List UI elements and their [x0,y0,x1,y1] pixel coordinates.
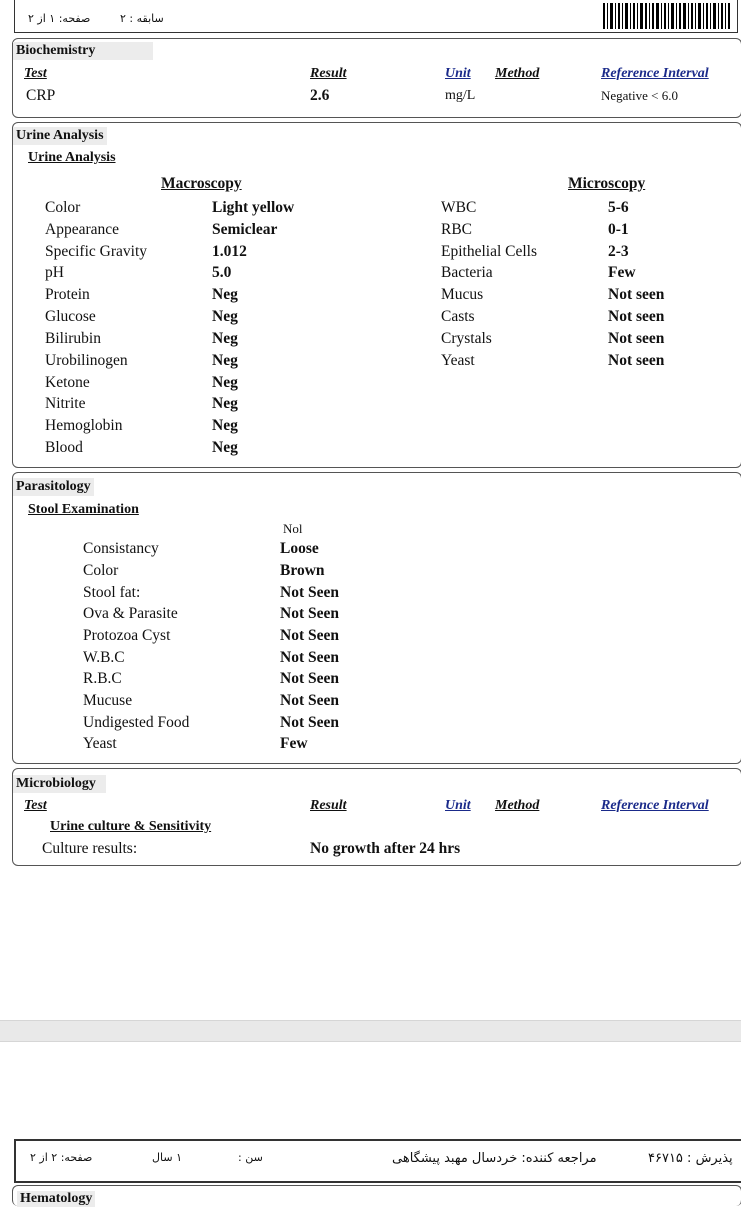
stool-label: R.B.C [83,670,122,687]
stool-value: Loose [280,540,319,557]
macro-label: Nitrite [45,395,86,412]
macro-label: Color [45,199,81,216]
macro-label: Appearance [45,221,120,238]
age-label: سن : [238,1151,263,1164]
micro-label: WBC [441,199,477,216]
macro-value: Neg [212,308,238,325]
micro-value: Few [608,264,636,281]
micro-value: 2-3 [608,243,629,260]
urine-culture-subtitle: Urine culture & Sensitivity [50,819,212,834]
micro-value: Not seen [608,308,665,325]
urine-analysis-subtitle: Urine Analysis [28,150,116,165]
stool-label: Undigested Food [83,714,190,731]
macro-label: Hemoglobin [45,417,123,434]
macro-value: 1.012 [212,243,247,260]
micro-label: Epithelial Cells [441,243,537,260]
biochem-header-result: Result [310,66,347,81]
barcode [603,3,730,29]
macro-value: Neg [212,330,238,347]
page-label: صفحه: ۱ از ۲ [28,12,91,25]
micro-label: Mucus [441,286,484,303]
macro-value: Neg [212,439,238,456]
page-gap [0,1020,741,1042]
culture-results-value: No growth after 24 hrs [310,840,461,857]
micro-value: Not seen [608,286,665,303]
macroscopy-title: Macroscopy [161,175,242,192]
urine-analysis-title: Urine Analysis [13,127,107,145]
micro-value: 5-6 [608,199,629,216]
macro-value: Neg [212,374,238,391]
macro-label: Blood [45,439,83,456]
micro-label: Casts [441,308,475,325]
micro-header-test: Test [24,798,47,813]
micro-value: Not seen [608,330,665,347]
stool-label: Ova & Parasite [83,605,178,622]
biochem-header-method: Method [495,66,540,81]
referrer-name: مراجعه کننده: خردسال مهبد پیشگاهی [392,1151,597,1166]
macro-value: Neg [212,395,238,412]
macro-value: Neg [212,417,238,434]
macro-label: Bilirubin [45,330,101,347]
stool-label: Consistancy [83,540,159,557]
history-label: سابقه : ۲ [120,12,164,25]
page2-section-edge [12,1185,741,1206]
parasitology-title: Parasitology [13,478,94,496]
stool-label: Stool fat: [83,584,141,601]
admission-number: پذیرش : ۴۶۷۱۵ [648,1151,733,1166]
macro-label: Protein [45,286,90,303]
stool-label: W.B.C [83,649,125,666]
biochem-header-reference: Reference Interval [601,66,709,81]
micro-label: RBC [441,221,473,238]
culture-results-label: Culture results: [42,840,138,857]
microscopy-title: Microscopy [568,175,646,192]
macro-label: Specific Gravity [45,243,148,260]
stool-value: Not Seen [280,649,339,666]
stool-value: Not Seen [280,584,339,601]
stool-label: Yeast [83,735,117,752]
macro-label: Urobilinogen [45,352,128,369]
biochem-header-test: Test [24,66,47,81]
stool-value: Not Seen [280,670,339,687]
stool-label: Color [83,562,119,579]
macro-value: 5.0 [212,264,232,281]
crp-result: 2.6 [310,87,330,104]
macro-value: Neg [212,286,238,303]
stool-value: Not Seen [280,605,339,622]
page2-label: صفحه: ۲ از ۲ [30,1151,93,1164]
crp-test-name: CRP [26,87,56,104]
biochemistry-title: Biochemistry [13,42,153,60]
stool-column-header: Nol [283,521,303,536]
micro-label: Crystals [441,330,492,347]
biochem-header-unit: Unit [445,66,471,81]
micro-header-unit: Unit [445,798,471,813]
macro-value: Semiclear [212,221,278,238]
stool-value: Not Seen [280,714,339,731]
age-years: ۱ سال [152,1151,182,1164]
stool-value: Few [280,735,308,752]
macro-label: pH [45,264,64,281]
crp-unit: mg/L [445,88,476,103]
micro-label: Yeast [441,352,475,369]
micro-value: 0-1 [608,221,629,238]
stool-label: Protozoa Cyst [83,627,171,644]
macro-value: Light yellow [212,199,295,216]
macro-label: Glucose [45,308,96,325]
macro-label: Ketone [45,374,90,391]
hematology-title-partial: Hematology [17,1191,95,1207]
stool-value: Not Seen [280,627,339,644]
micro-header-reference: Reference Interval [601,798,709,813]
stool-examination-subtitle: Stool Examination [28,502,139,517]
micro-label: Bacteria [441,264,493,281]
page2-header-frame [14,1139,741,1183]
micro-header-method: Method [495,798,540,813]
crp-reference: Negative < 6.0 [601,88,679,103]
macro-value: Neg [212,352,238,369]
microbiology-title: Microbiology [13,775,106,793]
stool-value: Brown [280,562,325,579]
stool-label: Mucuse [83,692,133,709]
micro-value: Not seen [608,352,665,369]
micro-header-result: Result [310,798,347,813]
stool-value: Not Seen [280,692,339,709]
